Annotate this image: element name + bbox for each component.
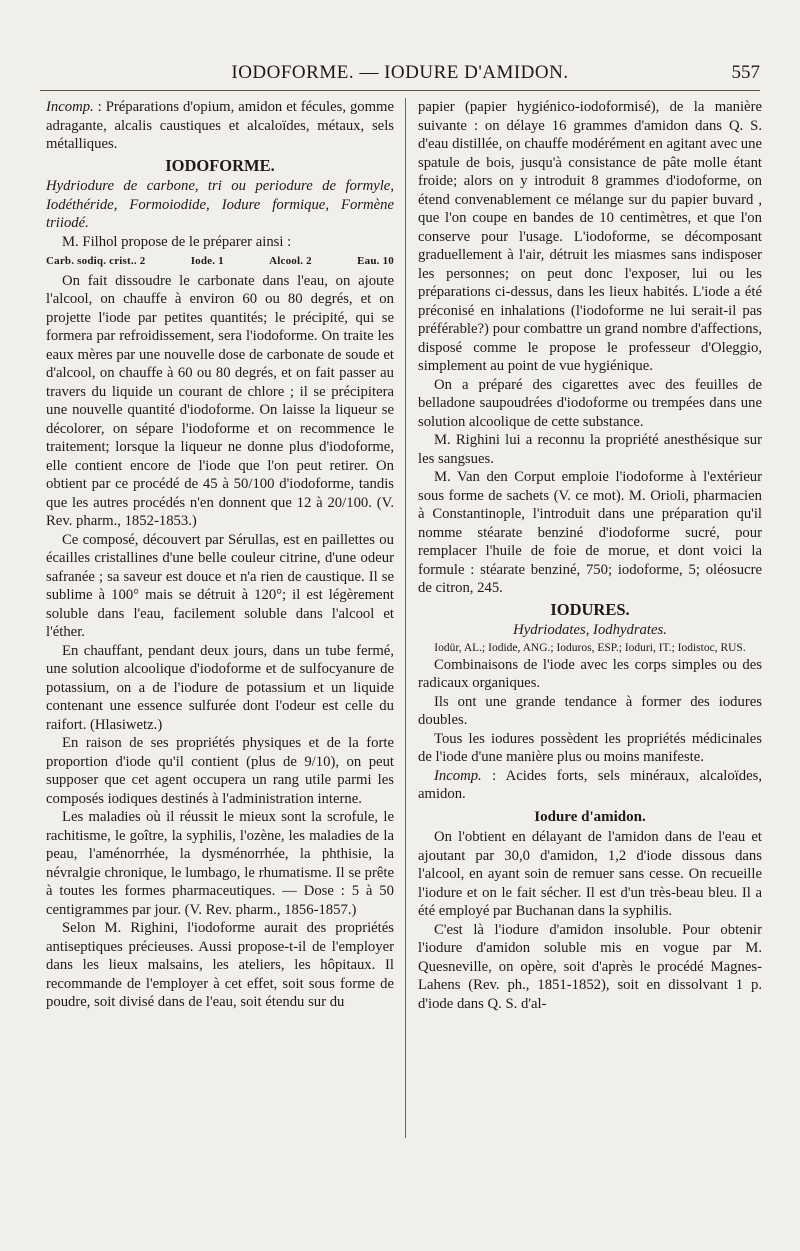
column-divider <box>405 98 406 1138</box>
papier-paragraph: papier (papier hygiénico-iodoformisé), de la manière suivante : on délaye 16 grammes d'amidon dans Q. S. d'eau distillée, on chauffe modérément en agitant avec une spatule de bois, jusqu'à consistance de pâte molle étant froide; alors on y introduit 8 grammes d'iodoforme, on étend convenablement ce mélange sur du papier buvard , que l'on coupe en bandes de 10 centimètres, et que l'on conserve pour l'usage. L'iodoforme, se décomposant graduellement à l'air, détruit les miasmes sans indisposer les personnes; on peut donc l'exposer, lui ou les préparations ci-dessus, dans les lieux habités. L'iode a été préconisé en inhalations (l'iodoforme ne lui serait-il pas préférable?) pour combattre un grand nombre d'affections, disposé comme le propose le professeur d'Oleggio, simplement au point de vue hygiénique. <box>418 99 762 374</box>
description-paragraph: Ce composé, découvert par Sérullas, est en paillettes ou écailles cristallines d'une belle couleur citrine, d'une odeur safranée ; sa saveur est douce et n'a rien de caustique. Il se sublime à 100° mais se détruit à 120°; il est légèrement soluble dans l'eau, facilement soluble dans l'alcool et l'éther. <box>46 531 394 640</box>
maladies-paragraph: Les maladies où il réussit le mieux sont la scrofule, le rachitisme, le goître, la syphilis, l'ozène, les maladies de la peau, l'aménorrhée, la dysménorrhée, la phthisie, la névralgie chronique, le lumbago, le rhumatisme. Il se prête à toutes les formes pharmaceutiques. — Dose : 5 à 50 centigrammes par jour. (V. Rev. pharm., 1856-1857.) <box>46 809 394 918</box>
running-title: IODOFORME. — IODURE D'AMIDON. <box>231 62 569 83</box>
heading-iodures: IODURES. <box>550 599 630 619</box>
running-head <box>40 62 760 88</box>
anesthesique-paragraph: M. Righini lui a reconnu la propriété anesthésique sur les sangsues. <box>418 432 762 467</box>
incomp-text: : Préparations d'opium, amidon et fécules, gomme adragante, alcalis caustiques et alcaloïdes, métaux, sels métalliques. <box>46 99 394 152</box>
preparation-paragraph: On fait dissoudre le carbonate dans l'eau, on ajoute l'alcool, on chauffe à environ 60 ou 80 degrés, et on projette l'iode par petites quantités; le précipité, qui se formera par refroidissement, sera l'iodoforme. On traite les eaux mères par une nouvelle dose de carbonate de soude et d'alcool, on chauffe à 60 ou 80 degrés, et on fait passer au travers du liquide un courant de chlore ; il se précipitera une nouvelle quantité d'iodoforme. On laisse la liqueur se décolorer, on sépare l'iodoforme et on recommence le traitement; lorsque la liqueur ne donne plus d'iodoforme, elle contient encore de l'iode que l'on peut retirer. On obtient par ce procédé de 45 à 50/100 d'iodoforme, tandis que les autres procédés n'en donnent que 12 à 20/100. (V. Rev. pharm., 1852-1853.) <box>46 272 394 529</box>
incomp-label: Incomp. <box>434 767 482 784</box>
properties-paragraph: En raison de ses propriétés physiques et de la forte proportion d'iode qu'il contient (plus de 9/10), on peut supposer que cet agent occupera un rang utile parmi les composés iodiques destinés à l'administration interne. <box>46 735 394 807</box>
foreign-names: Iodür, AL.; Iodide, ANG.; Ioduros, ESP.; Ioduri, IT.; Iodistoc, RUS. <box>434 641 746 654</box>
formula-item: Alcool. 2 <box>269 255 312 267</box>
header-rule <box>40 90 760 91</box>
insoluble-paragraph: C'est là l'iodure d'amidon insoluble. Pour obtenir l'iodure d'amidon soluble mis en vogue par M. Quesneville, on opère, soit d'après le procédé Magnes-Lahens (Rev. ph., 1851-1852), soit en dissolvant 1 p. d'iode dans Q. S. d'al- <box>418 921 762 1012</box>
chauffant-paragraph: En chauffant, pendant deux jours, dans un tube fermé, une solution alcoolique d'iodoforme et de sulfocyanure de potassium, on a de l'iodure de potassium et un liquide contenant une essence sulfurée dont l'odeur est celle du raifort. (Hlasiwetz.) <box>46 642 394 733</box>
righini-paragraph: Selon M. Righini, l'iodoforme aurait des propriétés antiseptiques précieuses. Aussi propose-t-il de l'employer dans les lieux malsains, les ateliers, les hôpitaux. Il recommande de l'employer à cet effet, soit sous forme de poudre, soit divisé dans de l'eau, soit étendu sur du <box>46 920 394 1010</box>
tendance-paragraph: Ils ont une grande tendance à former des iodures doubles. <box>418 693 762 728</box>
formula-item: Iode. 1 <box>190 255 224 267</box>
iodures-incomp-paragraph <box>418 767 762 804</box>
cigarettes-paragraph: On a préparé des cigarettes avec des feuilles de belladone saupoudrées d'iodoforme ou trempées dans une solution alcoolique de cette substance. <box>418 376 762 430</box>
filhol-formula <box>46 252 394 271</box>
proprietes-paragraph: Tous les iodures possèdent les propriétés médicinales de l'iode d'une manière plus ou moins manifeste. <box>418 730 762 765</box>
formula-item: Carb. sodiq. crist.. 2 <box>46 255 146 267</box>
right-column <box>418 98 762 1013</box>
incomp-paragraph <box>46 98 394 154</box>
formula-item: Eau. 10 <box>357 255 394 267</box>
filhol-paragraph: M. Filhol propose de le préparer ainsi : <box>62 233 292 250</box>
iodoforme-synonyms: Hydriodure de carbone, tri ou periodure de formyle, Iodéthéride, Formoiodide, Iodure formique, Formène triiodé. <box>46 178 394 231</box>
iodures-synonyms: Hydriodates, Iodhydrates. <box>513 622 667 638</box>
incomp-text: : Acides forts, sels minéraux, alcaloïdes, amidon. <box>418 767 762 802</box>
left-column <box>46 98 394 1012</box>
page-number: 557 <box>731 62 760 83</box>
heading-iodure-amidon: Iodure d'amidon. <box>534 808 646 825</box>
incomp-label: Incomp. <box>46 99 94 115</box>
combinaisons-paragraph: Combinaisons de l'iode avec les corps simples ou des radicaux organiques. <box>418 656 762 691</box>
heading-iodoforme: IODOFORME. <box>165 155 275 175</box>
obtention-paragraph: On l'obtient en délayant de l'amidon dans de l'eau et ajoutant par 30,0 d'amidon, 1,2 d'iode dissous dans l'alcool, en ayant soin de remuer sans cesse. On recueille l'iodure et on le fait sécher. Il est d'un très-beau bleu. Il a été employé par Buchanan dans la syphilis. <box>418 829 762 919</box>
corput-paragraph: M. Van den Corput emploie l'iodoforme à l'extérieur sous forme de sachets (V. ce mot). M. Orioli, pharmacien à Constantinople, l'introduit dans une préparation qu'il nomme stéarate benziné d'iodoforme sucré, pour remplacer l'huile de foie de morue, et dont voici la formule : stéarate benziné, 750; iodoforme, 5; oléosucre de citron, 245. <box>418 469 762 596</box>
